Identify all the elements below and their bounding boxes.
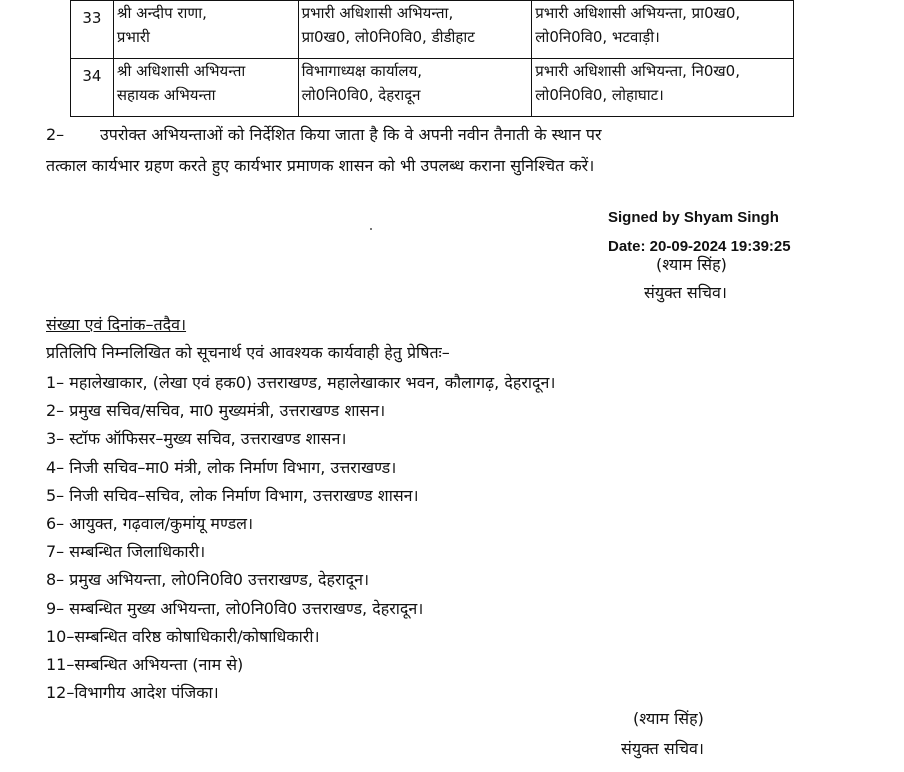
- cell-line: प्रभारी अधिशासी अभियन्ता, प्रा0ख0,: [535, 4, 741, 22]
- cell-line: श्री अधिशासी अभियन्ता: [116, 62, 246, 80]
- serial-number: 33: [71, 1, 114, 59]
- list-item: 7– सम्बन्धित जिलाधिकारी।: [46, 542, 206, 562]
- list-item: 9– सम्बन्धित मुख्य अभियन्ता, लो0नि0वि0 उत्तराखण्ड, देहरादून।: [46, 598, 424, 618]
- list-item: 8– प्रमुख अभियन्ता, लो0नि0वि0 उत्तराखण्ड, देहरादून।: [46, 570, 370, 590]
- paragraph-line: तत्काल कार्यभार ग्रहण करते हुए कार्यभार प्रमाणक शासन को भी उपलब्ध कराना सुनिश्चित करें।: [46, 156, 595, 175]
- cell-line: श्री अन्दीप राणा,: [116, 4, 207, 22]
- paragraph-line: [46, 119, 806, 150]
- cell-line: प्रा0ख0, लो0नि0वि0, डीडीहाट: [301, 28, 475, 46]
- list-item: 10–सम्बन्धित वरिष्ठ कोषाधिकारी/कोषाधिकारी।: [46, 626, 320, 646]
- instruction-paragraph: [46, 119, 806, 181]
- distribution-intro: प्रतिलिपि निम्नलिखित को सूचनार्थ एवं आवश्यक कार्यवाही हेतु प्रेषितः–: [46, 343, 450, 362]
- cell-line: लो0नि0वि0, देहरादून: [301, 86, 421, 104]
- paragraph-number: 2–: [46, 125, 65, 144]
- current-posting: [298, 1, 532, 59]
- list-item: 6– आयुक्त, गढ़वाल/कुमांयू मण्डल।: [46, 514, 254, 534]
- signatory-name: (श्याम सिंह): [633, 709, 704, 728]
- digital-signature-name: Signed by Shyam Singh: [608, 209, 779, 226]
- list-item: 3– स्टॉफ ऑफिसर–मुख्य सचिव, उत्तराखण्ड शासन।: [46, 429, 347, 449]
- list-item: 1– महालेखाकार, (लेखा एवं हक0) उत्तराखण्ड, महालेखाकार भवन, कौलागढ़, देहरादून।: [46, 373, 556, 392]
- new-posting: [532, 59, 794, 117]
- distribution-list: [46, 369, 555, 707]
- reference-heading: संख्या एवं दिनांक–तदैव।: [46, 315, 187, 334]
- signatory-designation: संयुक्त सचिव।: [644, 283, 727, 302]
- list-item: 5– निजी सचिव–सचिव, लोक निर्माण विभाग, उत्तराखण्ड शासन।: [46, 485, 419, 505]
- officer-name: [113, 59, 298, 117]
- cell-line: लो0नि0वि0, लोहाघाट।: [535, 86, 664, 104]
- current-posting: [298, 59, 532, 117]
- cell-line: लो0नि0वि0, भटवाड़ी।: [535, 28, 660, 46]
- table-row: [71, 59, 794, 117]
- cell-line: विभागाध्यक्ष कार्यालय,: [301, 62, 423, 80]
- cell-line: प्रभारी अधिशासी अभियन्ता,: [301, 4, 454, 22]
- list-item: 4– निजी सचिव–मा0 मंत्री, लोक निर्माण विभाग, उत्तराखण्ड।: [46, 457, 397, 477]
- posting-table: [70, 0, 794, 117]
- digital-signature-date: Date: 20-09-2024 19:39:25: [608, 238, 791, 255]
- signatory-designation: संयुक्त सचिव।: [621, 739, 704, 758]
- new-posting: [532, 1, 794, 59]
- scan-speck: [370, 228, 372, 230]
- paragraph-text: उपरोक्त अभियन्ताओं को निर्देशित किया जाता है कि वे अपनी नवीन तैनाती के स्थान पर: [100, 125, 602, 144]
- signatory-name: (श्याम सिंह): [656, 255, 727, 274]
- list-item: 2– प्रमुख सचिव/सचिव, मा0 मुख्यमंत्री, उत्तराखण्ड शासन।: [46, 401, 386, 421]
- cell-line: सहायक अभियन्ता: [116, 86, 216, 104]
- cell-line: प्रभारी अधिशासी अभियन्ता, नि0ख0,: [535, 62, 740, 80]
- serial-number: 34: [71, 59, 114, 117]
- list-item: 11–सम्बन्धित अभियन्ता (नाम से): [46, 655, 244, 675]
- table-row: [71, 1, 794, 59]
- list-item: 12–विभागीय आदेश पंजिका।: [46, 683, 219, 703]
- cell-line: प्रभारी: [116, 28, 150, 46]
- officer-name: [113, 1, 298, 59]
